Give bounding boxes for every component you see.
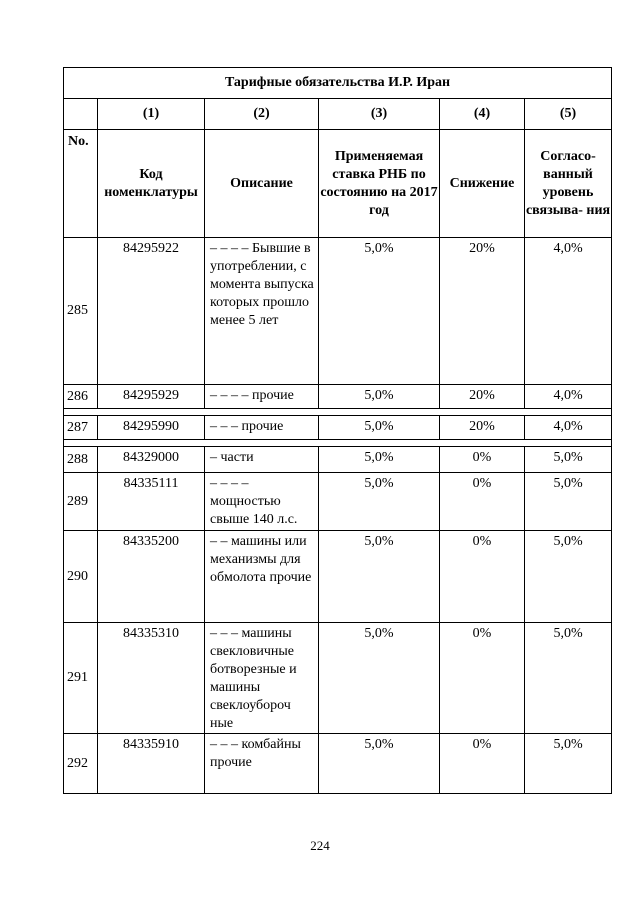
row-bound-rate: 4,0%: [525, 416, 612, 440]
row-applied-rate: 5,0%: [319, 531, 440, 623]
column-number-3: (3): [319, 99, 440, 130]
row-description: – – – – прочие: [205, 385, 319, 409]
row-code: 84329000: [98, 447, 205, 473]
row-bound-rate: 5,0%: [525, 734, 612, 794]
row-reduction: 0%: [440, 531, 525, 623]
row-bound-rate: 5,0%: [525, 623, 612, 734]
row-description: – – – – мощностью свыше 140 л.с.: [205, 473, 319, 531]
row-applied-rate: 5,0%: [319, 473, 440, 531]
row-reduction: 0%: [440, 473, 525, 531]
row-reduction: 20%: [440, 238, 525, 385]
tariff-page: [63, 67, 611, 811]
row-code: 84335310: [98, 623, 205, 734]
header-applied-rate: Применяемая ставка РНБ по состоянию на 2017 год: [319, 130, 440, 238]
row-applied-rate: 5,0%: [319, 385, 440, 409]
row-number: 290: [64, 531, 98, 623]
table-row: [64, 385, 612, 409]
page-number: 224: [310, 838, 330, 853]
table-row: [64, 238, 612, 385]
row-number: 292: [64, 734, 98, 794]
row-reduction: 20%: [440, 385, 525, 409]
column-number-row: [64, 99, 612, 130]
row-description: – части: [205, 447, 319, 473]
table-title: Тарифные обязательства И.Р. Иран: [64, 68, 612, 99]
title-row: [64, 68, 612, 99]
header-row: [64, 130, 612, 238]
row-bound-rate: 5,0%: [525, 473, 612, 531]
table-row: [64, 473, 612, 531]
row-spacer-cell: [64, 440, 612, 447]
row-number: 287: [64, 416, 98, 440]
row-code: 84295922: [98, 238, 205, 385]
row-number: 286: [64, 385, 98, 409]
column-number-2: (2): [205, 99, 319, 130]
row-number: 289: [64, 473, 98, 531]
header-bound-rate: Согласо- ванный уровень связыва- ния: [525, 130, 612, 238]
row-description: – – – комбайны прочие: [205, 734, 319, 794]
header-description: Описание: [205, 130, 319, 238]
row-reduction: 0%: [440, 623, 525, 734]
header-no: No.: [64, 130, 98, 238]
row-code: 84335111: [98, 473, 205, 531]
row-bound-rate: 5,0%: [525, 531, 612, 623]
table-row: [64, 623, 612, 734]
row-applied-rate: 5,0%: [319, 623, 440, 734]
row-reduction: 20%: [440, 416, 525, 440]
table-row: [64, 416, 612, 440]
row-applied-rate: 5,0%: [319, 416, 440, 440]
row-code: 84295929: [98, 385, 205, 409]
table-row: [64, 447, 612, 473]
row-applied-rate: 5,0%: [319, 238, 440, 385]
tariff-table: [63, 67, 612, 794]
column-number-empty: [64, 99, 98, 130]
row-description: – – – прочие: [205, 416, 319, 440]
row-number: 288: [64, 447, 98, 473]
row-code: 84335910: [98, 734, 205, 794]
row-applied-rate: 5,0%: [319, 447, 440, 473]
row-description: – – – – Бывшие в употреблении, с момента выпуска которых прошло менее 5 лет: [205, 238, 319, 385]
row-description: – – – машины свекловичные ботворезные и машины свеклоубороч ные: [205, 623, 319, 734]
row-number: 285: [64, 238, 98, 385]
row-spacer-cell: [64, 409, 612, 416]
column-number-5: (5): [525, 99, 612, 130]
header-reduction: Снижение: [440, 130, 525, 238]
row-spacer: [64, 409, 612, 416]
table-row: [64, 531, 612, 623]
row-bound-rate: 4,0%: [525, 238, 612, 385]
row-applied-rate: 5,0%: [319, 734, 440, 794]
row-reduction: 0%: [440, 734, 525, 794]
row-description: – – машины или механизмы для обмолота прочие: [205, 531, 319, 623]
row-bound-rate: 4,0%: [525, 385, 612, 409]
column-number-4: (4): [440, 99, 525, 130]
row-bound-rate: 5,0%: [525, 447, 612, 473]
row-code: 84335200: [98, 531, 205, 623]
table-row: [64, 734, 612, 794]
header-code: Код номенклатуры: [98, 130, 205, 238]
row-spacer: [64, 440, 612, 447]
row-number: 291: [64, 623, 98, 734]
column-number-1: (1): [98, 99, 205, 130]
row-reduction: 0%: [440, 447, 525, 473]
row-code: 84295990: [98, 416, 205, 440]
